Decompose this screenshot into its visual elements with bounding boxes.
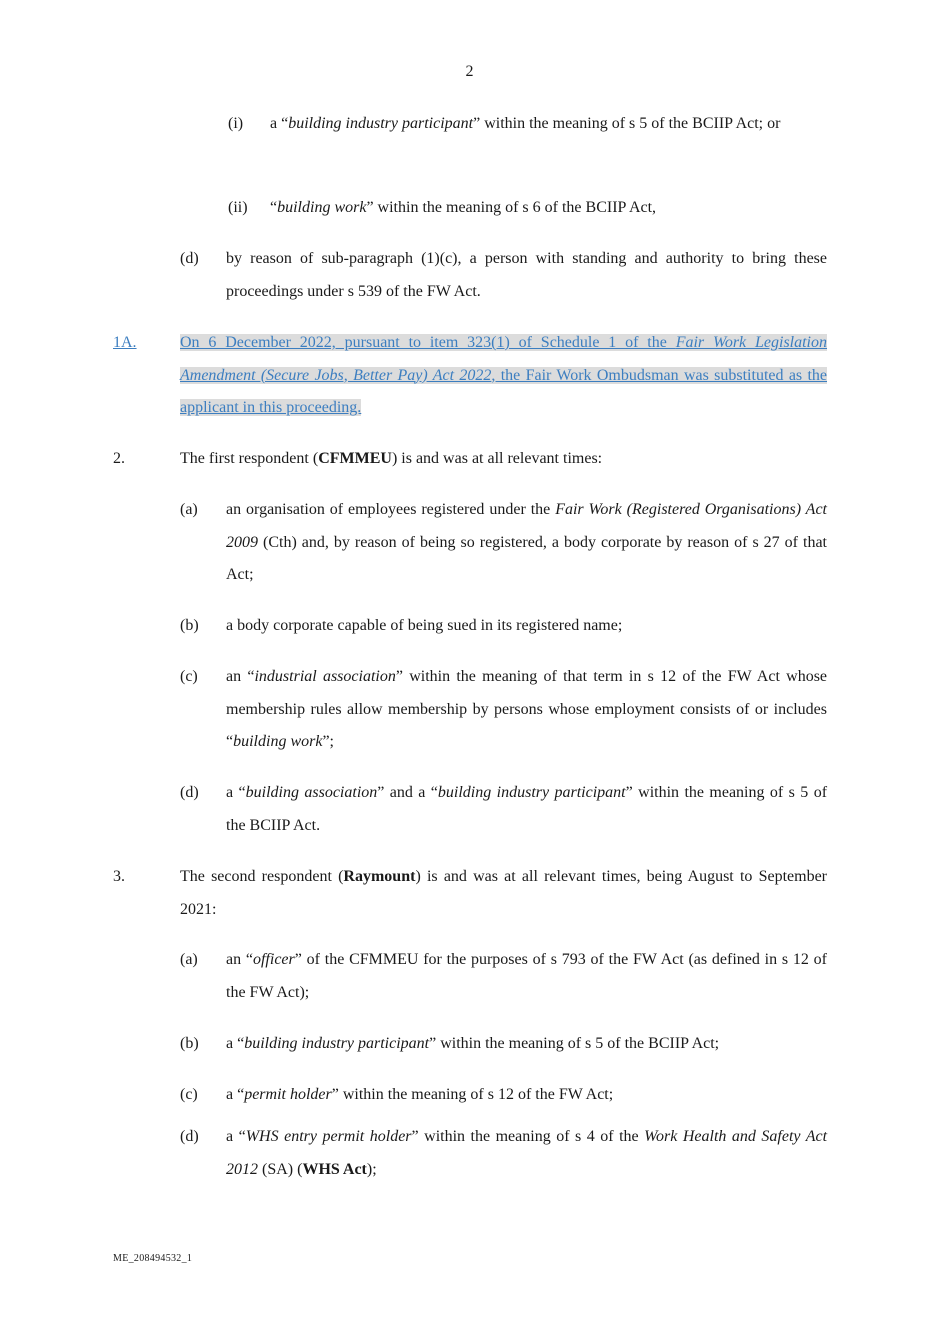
subpara-label: (c): [180, 668, 198, 685]
subpara-label: (i): [228, 115, 244, 132]
document-reference-footer: ME_208494532_1: [113, 1253, 193, 1264]
paragraph-label: 3.: [113, 868, 125, 885]
subpara-label: (d): [180, 784, 199, 801]
subpara-text: a “building industry participant” within the meaning of s 5 of the BCIIP Act;: [226, 1035, 720, 1052]
subpara-text: an organisation of employees registered under the Fair Work (Registered Organisations) Act 2009 (Cth) and, by reason of being so registered, a body corporate by reason of s 27 of that Act;: [226, 501, 828, 583]
subpara-label: (b): [180, 1035, 199, 1052]
subpara-text: a body corporate capable of being sued in its registered name;: [226, 617, 623, 634]
paragraph-text: The second respondent (Raymount) is and was at all relevant times, being August to September 2021:: [180, 868, 828, 918]
subpara-label: (a): [180, 501, 198, 518]
paragraph-label: 2.: [113, 450, 125, 467]
subpara-text: “building work” within the meaning of s 6 of the BCIIP Act,: [270, 199, 657, 216]
subpara-label: (a): [180, 951, 198, 968]
page-number: 2: [465, 63, 474, 80]
paragraph-text: The first respondent (CFMMEU) is and was at all relevant times:: [180, 450, 603, 467]
subpara-text: by reason of sub-paragraph (1)(c), a person with standing and authority to bring these proceedings under s 539 of the FW Act.: [226, 250, 827, 300]
subpara-label: (d): [180, 250, 199, 267]
subpara-label: (d): [180, 1128, 199, 1145]
subpara-text: a “building industry participant” within the meaning of s 5 of the BCIIP Act; or: [270, 115, 781, 132]
subpara-label: (ii): [228, 199, 248, 216]
subpara-label: (b): [180, 617, 199, 634]
subpara-text: a “permit holder” within the meaning of s 12 of the FW Act;: [226, 1086, 614, 1103]
subpara-text: an “officer” of the CFMMEU for the purposes of s 793 of the FW Act (as defined in s 12 of the FW Act);: [226, 951, 827, 1001]
subpara-text: a “WHS entry permit holder” within the meaning of s 4 of the Work Health and Safety Act 2012 (SA) (WHS Act);: [226, 1128, 828, 1178]
amended-paragraph-label: 1A.: [113, 334, 137, 351]
subpara-text: an “industrial association” within the meaning of that term in s 12 of the FW Act whose membership rules allow membership by persons whose employment consists of or includes “building work”;: [226, 668, 828, 750]
subpara-text: a “building association” and a “building industry participant” within the meaning of s 5 of the BCIIP Act.: [226, 784, 828, 834]
amended-paragraph-text: On 6 December 2022, pursuant to item 323(1) of Schedule 1 of the Fair Work Legislation Amendment (Secure Jobs, Better Pay) Act 2022, the Fair Work Ombudsman was substituted as the applicant in this proceeding.: [180, 334, 828, 416]
subpara-label: (c): [180, 1086, 198, 1103]
